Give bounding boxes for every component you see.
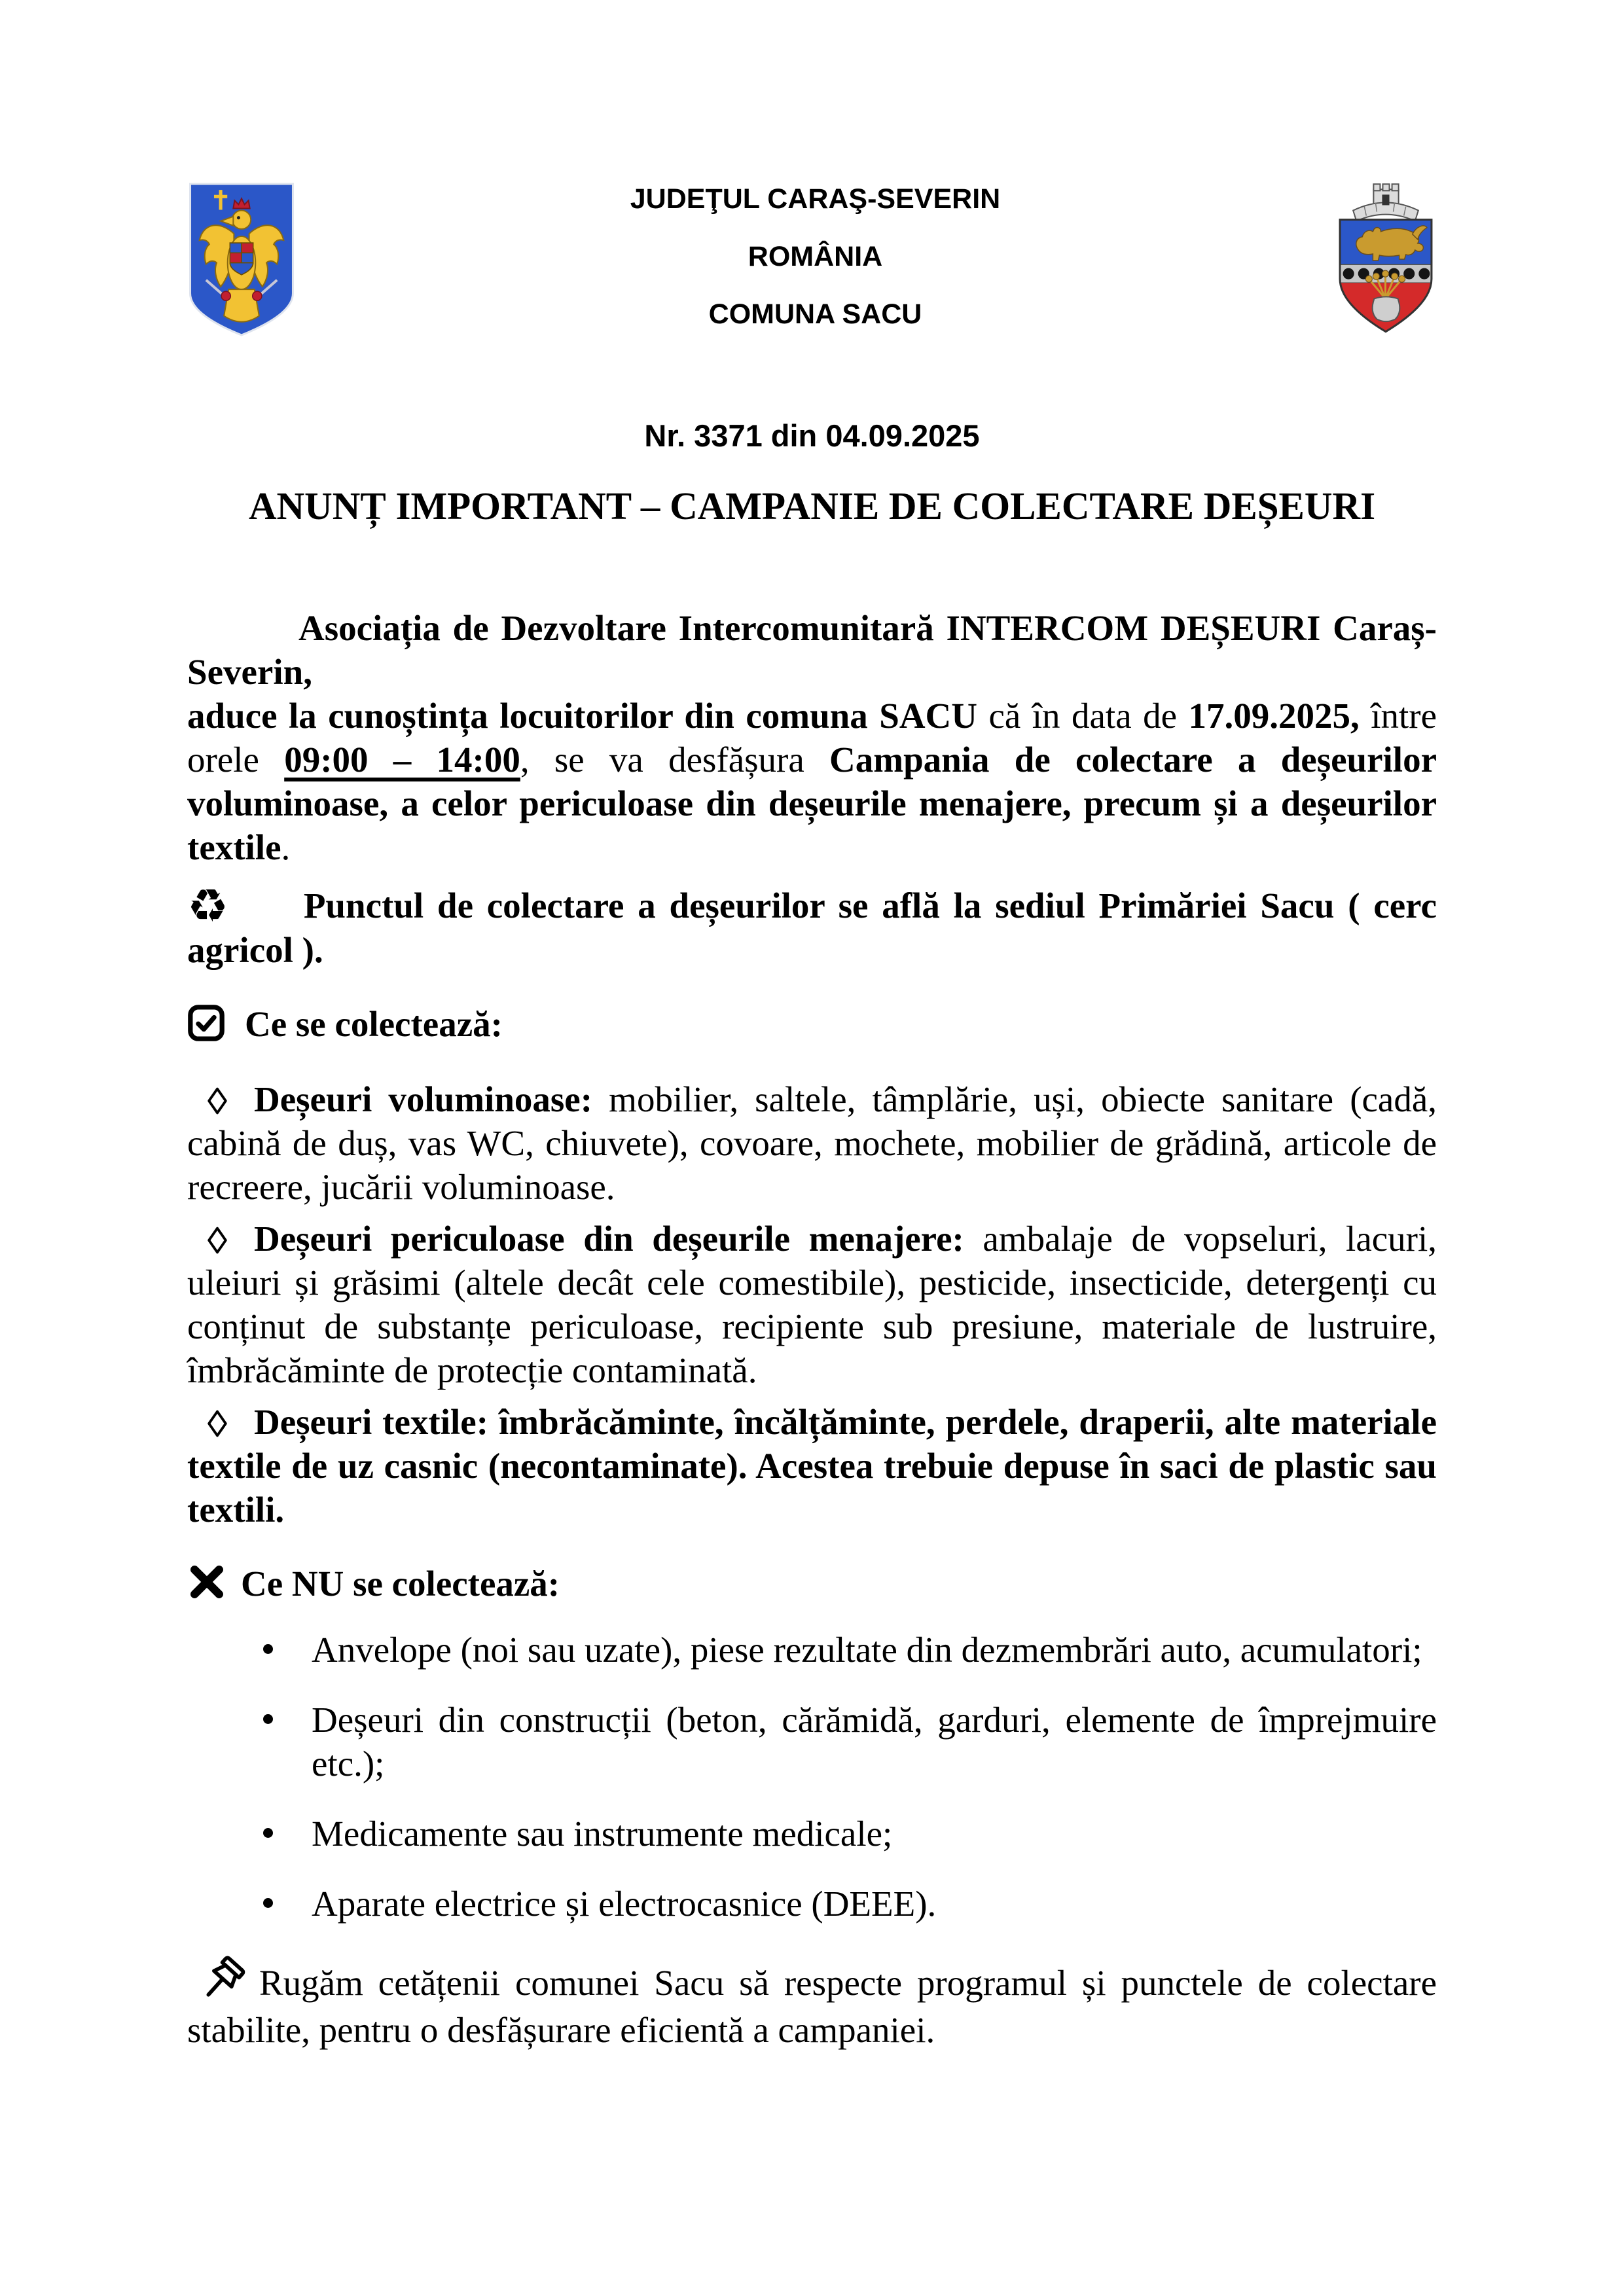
- header-county: JUDEŢUL CARAŞ-SEVERIN: [630, 183, 1001, 215]
- header-commune: COMUNA SACU: [708, 298, 922, 330]
- not-collected-item-medical: Medicamente sau instrumente medicale;: [187, 1812, 1437, 1856]
- document-number: Nr. 3371 din 04.09.2025: [644, 418, 980, 453]
- not-collected-heading: [187, 1562, 1437, 1605]
- sacu-commune-coat-of-arms: [1335, 181, 1437, 335]
- x-mark-icon: [187, 1562, 226, 1602]
- diamond-bullet-icon: [207, 1409, 228, 1438]
- collected-item-voluminous: [187, 1077, 1437, 1209]
- romania-coat-of-arms: [187, 182, 296, 338]
- not-collected-item-construction: Deșeuri din construcții (beton, cărămidă, garduri, elemente de împrejmuire etc.);: [187, 1698, 1437, 1785]
- checkbox-checked-icon: [187, 1004, 225, 1042]
- header-country: ROMÂNIA: [748, 241, 883, 272]
- collected-heading-text: Ce se colectează:: [245, 1004, 503, 1044]
- closing-paragraph: [187, 1954, 1437, 2052]
- intro-paragraph: Asociația de Dezvoltare Intercomunitară INTERCOM DEȘEURI Caraș-Severin, aduce la cunoștința locuitorilor din comuna SACU că în data de 17.09.2025, între orele 09:00 – 14:00, se va desfășura Campania de colectare a deșeurilor voluminoase, a celor periculoase din deșeurile menajere, precum și a deșeurilor textile.: [187, 608, 1437, 867]
- diamond-bullet-icon: [207, 1086, 228, 1115]
- collected-list: [187, 1077, 1437, 1532]
- collected-heading: [187, 1002, 1437, 1046]
- closing-text: Rugăm cetățenii comunei Sacu să respecte programul și punctele de colectare stabilite, pentru o desfășurare eficientă a campaniei.: [187, 1963, 1437, 2050]
- collected-item-textile: [187, 1400, 1437, 1532]
- not-collected-item-electric: Aparate electrice și electrocasnice (DEEE).: [187, 1882, 1437, 1926]
- collection-point-text: Punctul de colectare a deșeurilor se află la sediul Primăriei Sacu ( cerc agricol ).: [187, 886, 1437, 970]
- collected-item-text: Deșeuri voluminoase: mobilier, saltele, tâmplărie, uși, obiecte sanitare (cadă, cabină de duș, vas WC, chiuvete), covoare, mochete, mobilier de grădină, articole de recreere, jucării voluminoase.: [187, 1079, 1437, 1207]
- document-header: [187, 164, 1437, 342]
- collection-point-paragraph: [187, 879, 1437, 972]
- diamond-bullet-icon: [207, 1226, 228, 1255]
- not-collected-item-tires: Anvelope (noi sau uzate), piese rezultate din dezmembrări auto, acumulatori;: [187, 1628, 1437, 1672]
- collected-item-text: Deșeuri textile: îmbrăcăminte, încălțăminte, perdele, draperii, alte materiale textile de uz casnic (necontaminate). Acestea trebuie depuse în saci de plastic sau textili.: [187, 1402, 1437, 1530]
- pushpin-icon: [194, 1954, 247, 2008]
- not-collected-list: [187, 1628, 1437, 1926]
- collected-item-text: Deșeuri periculoase din deșeurile menajere: ambalaje de vopseluri, lacuri, uleiuri și grăsimi (altele decât cele comestibile), pesticide, insecticide, detergenți cu conținut de substanțe periculoase, recipiente sub presiune, materiale de lustruire, îmbrăcăminte de protecție contaminată.: [187, 1219, 1437, 1390]
- collected-item-hazardous: [187, 1217, 1437, 1392]
- document-title: ANUNȚ IMPORTANT – CAMPANIE DE COLECTARE DEȘEURI: [248, 484, 1376, 528]
- not-collected-heading-text: Ce NU se colectează:: [241, 1564, 560, 1604]
- header-text: [296, 164, 1335, 343]
- recycle-icon: ♻: [187, 879, 233, 933]
